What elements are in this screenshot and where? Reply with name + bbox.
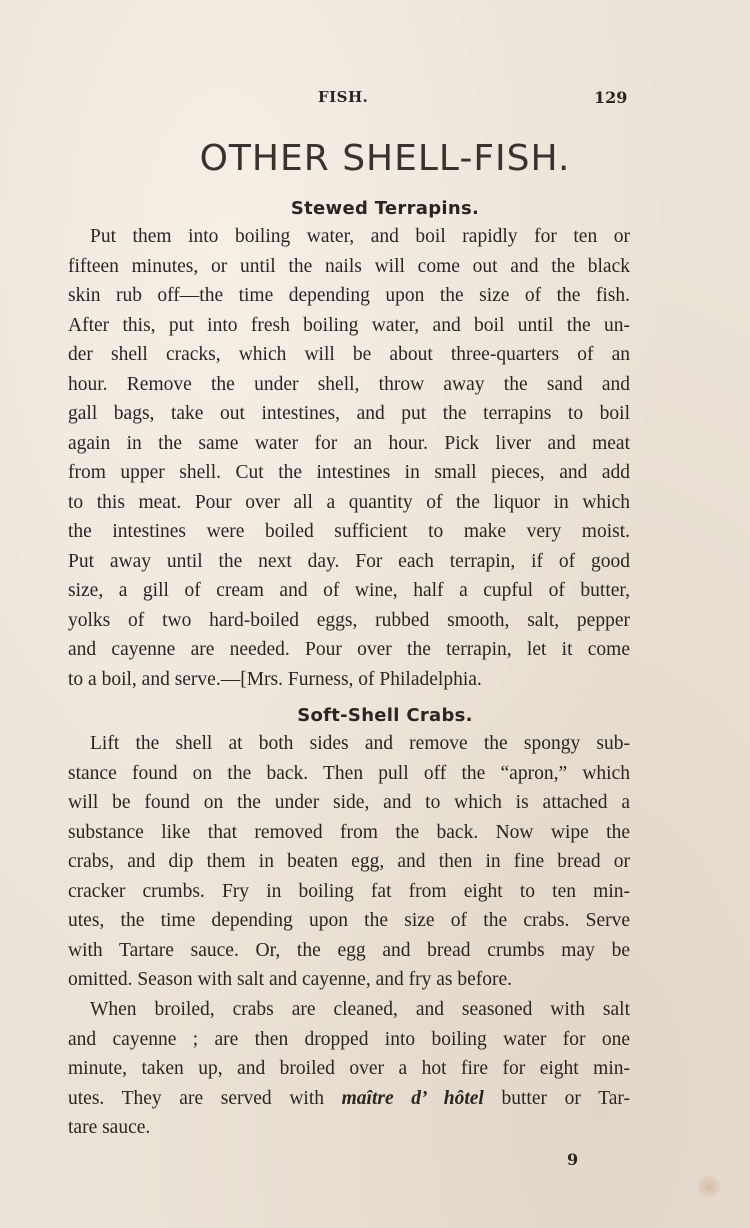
- text-line: minute, taken up, and broiled over a hot fire for eight min-: [68, 1058, 630, 1079]
- text-line: der shell cracks, which will be about three-quarters of an: [68, 344, 630, 365]
- text-line: tare sauce.: [68, 1117, 151, 1138]
- paper-stain: [698, 1176, 720, 1198]
- text-line: Put them into boiling water, and boil rapidly for ten or: [90, 226, 630, 247]
- stewed-terrapins-paragraph: [68, 222, 630, 694]
- signature-mark: 9: [567, 1150, 579, 1169]
- text-line: to a boil, and serve.—[Mrs. Furness, of Philadelphia.: [68, 668, 482, 690]
- section-heading-soft-shell-crabs: Soft-Shell Crabs.: [297, 705, 473, 726]
- soft-shell-crabs-paragraph: [68, 729, 630, 995]
- text-line: After this, put into fresh boiling water, and boil until the un-: [68, 314, 630, 336]
- text-run: butter or Tar-: [483, 1087, 630, 1109]
- text-line: Put away until the next day. For each terrapin, if of good: [68, 550, 630, 572]
- text-line: cracker crumbs. Fry in boiling fat from eight to ten min-: [68, 880, 630, 902]
- section-heading-stewed-terrapins: Stewed Terrapins.: [290, 198, 480, 219]
- text-line: skin rub off—the time depending upon the size of the fish.: [68, 285, 630, 306]
- text-line: Lift the shell at both sides and remove the spongy sub-: [90, 733, 630, 754]
- text-line: utes, the time depending upon the size of the crabs. Serve: [68, 910, 630, 931]
- text-line: crabs, and dip them in beaten egg, and then in fine bread or: [68, 851, 630, 872]
- text-line: substance like that removed from the back. Now wipe the: [68, 821, 630, 843]
- text-line: hour. Remove the under shell, throw away the sand and: [68, 373, 630, 395]
- text-line: fifteen minutes, or until the nails will come out and the black: [68, 255, 630, 277]
- text-line: When broiled, crabs are cleaned, and seasoned with salt: [90, 999, 630, 1020]
- text-line: to this meat. Pour over all a quantity of the liquor in which: [68, 491, 630, 513]
- text-line: will be found on the under side, and to which is attached a: [68, 792, 630, 813]
- text-line: size, a gill of cream and of wine, half a cupful of butter,: [68, 580, 630, 601]
- text-line: and cayenne ; are then dropped into boiling water for one: [68, 1028, 630, 1050]
- text-line: stance found on the back. Then pull off the “apron,” which: [68, 762, 630, 784]
- text-line: yolks of two hard-boiled eggs, rubbed smooth, salt, pepper: [68, 609, 630, 631]
- italic-phrase: maître d’ hôtel: [341, 1087, 484, 1109]
- text-line: gall bags, take out intestines, and put the terrapins to boil: [68, 403, 630, 424]
- broiled-crabs-paragraph: [68, 995, 630, 1143]
- running-head-page-number: 129: [594, 88, 628, 107]
- running-head-title: FISH.: [318, 88, 369, 106]
- text-line-with-italic: [68, 1084, 630, 1114]
- text-line: omitted. Season with salt and cayenne, and fry as before.: [68, 969, 513, 990]
- running-head: [0, 88, 750, 114]
- text-line: from upper shell. Cut the intestines in small pieces, and add: [68, 462, 630, 483]
- text-line: and cayenne are needed. Pour over the terrapin, let it come: [68, 639, 630, 660]
- chapter-title: OTHER SHELL-FISH.: [199, 138, 571, 179]
- text-line: with Tartare sauce. Or, the egg and bread crumbs may be: [68, 939, 630, 961]
- text-line: the intestines were boiled sufficient to make very moist.: [68, 521, 630, 542]
- text-line: again in the same water for an hour. Pick liver and meat: [68, 432, 630, 454]
- text-run: utes. They are served with: [68, 1087, 342, 1109]
